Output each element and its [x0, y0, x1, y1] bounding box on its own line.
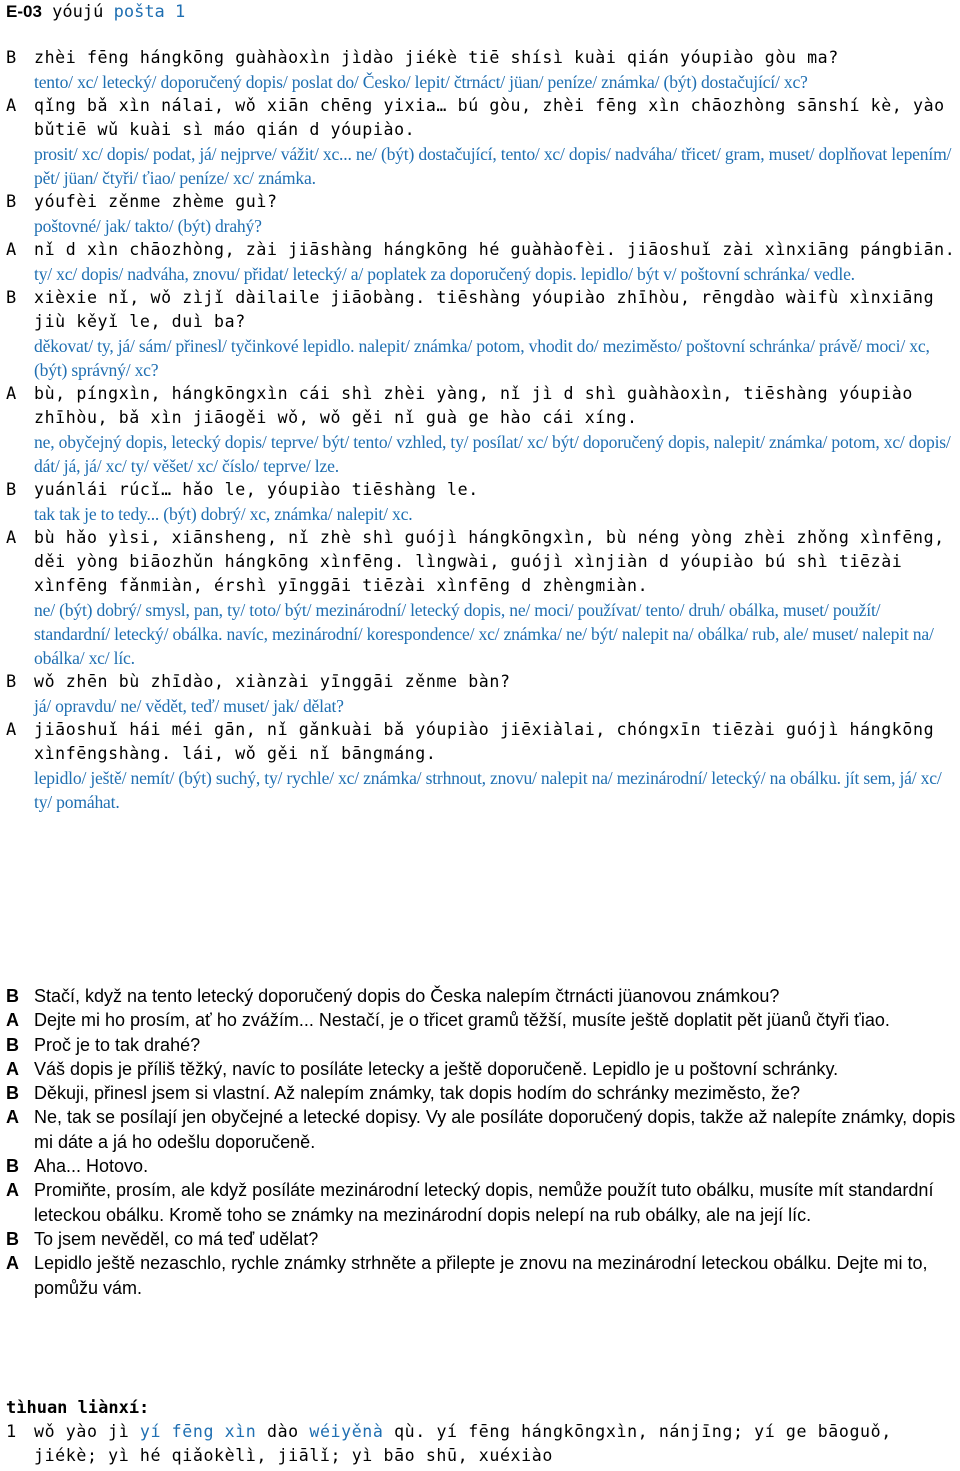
translation-line — [6, 1057, 960, 1081]
translation-line — [6, 1178, 960, 1227]
speaker-label: A — [6, 1058, 19, 1079]
exercise-text-part: qù. yí fēng hángkōngxìn, nánjīng; yí ge bāoguǒ, jiékè; yì hé qiǎokèlì, jiālǐ; yì bāo shū, xuéxiào — [34, 1422, 892, 1465]
czech-gloss: lepidlo/ ještě/ nemít/ (být) suchý, ty/ rychle/ xc/ známka/ strhnout, znovu/ nalepit na/ mezinárodní/ letecký/ na obálku. jít sem, já/ xc/ ty/ pomáhat. — [34, 768, 942, 812]
speaker-label: B — [6, 672, 17, 692]
pinyin-text: bù, píngxìn, hángkōngxìn cái shì zhèi yàng, nǐ jì d shì guàhàoxìn, tiēshàng yóupiào zhīhòu, bǎ xìn jiāogěi wǒ, wǒ gěi nǐ guà ge hào cái xíng. — [34, 384, 924, 427]
pinyin-text: wǒ zhēn bù zhīdào, xiànzài yīnggāi zěnme bàn? — [34, 672, 511, 691]
exercise-substitution-slot: wéiyěnà — [309, 1422, 384, 1441]
dialogue-line — [6, 46, 960, 94]
translation-line — [6, 1033, 960, 1057]
dialogue-line — [6, 382, 960, 478]
dialogue-line — [6, 526, 960, 670]
exercise-item — [6, 1420, 960, 1468]
pinyin-text: zhèi fēng hángkōng guàhàoxìn jìdào jiékè tiē shísì kuài qián yóupiào gòu ma? — [34, 48, 839, 67]
speaker-label: B — [6, 288, 17, 308]
exercise-title: tìhuan liànxí: — [6, 1398, 150, 1418]
translation-text: Aha... Hotovo. — [34, 1156, 149, 1177]
translation-text: Lepidlo ještě nezaschlo, rychle známky strhněte a přilepte je znovu na mezinárodní leteckou obálku. Dejte mi to, pomůžu vám. — [34, 1253, 928, 1298]
dialogue-line — [6, 718, 960, 814]
translation-text: Ne, tak se posílají jen obyčejné a letecké dopisy. Vy ale posíláte doporučený dopis, takže až nalepíte známky, dopis mi dáte a já ho odešlu doporučeně. — [34, 1107, 956, 1152]
speaker-label: B — [6, 1083, 19, 1104]
czech-gloss: poštovné/ jak/ takto/ (být) drahý? — [34, 216, 262, 236]
translation-text: Promiňte, prosím, ale když posíláte mezinárodní letecký dopis, nemůže použít tuto obálku, musíte mít standardní leteckou obálku. Kromě toho se známky na mezinárodní dopis nelepí na rub obálky, ale na její líc. — [34, 1180, 934, 1225]
translation-line — [6, 1251, 960, 1300]
speaker-label: B — [6, 480, 17, 500]
speaker-label: A — [6, 96, 17, 116]
exercise-text-part: dào — [256, 1422, 310, 1441]
translation-line — [6, 1227, 960, 1251]
speaker-label: A — [6, 1010, 19, 1031]
speaker-label: B — [6, 986, 19, 1006]
speaker-label: B — [6, 48, 17, 68]
translation-text: Děkuji, přinesl jsem si vlastní. Až nalepím známky, tak dopis hodím do schránky meziměsto, že? — [34, 1083, 800, 1104]
speaker-label: A — [6, 1253, 19, 1274]
dialogue-line — [6, 478, 960, 526]
dialogue-line — [6, 286, 960, 382]
translation-text: Proč je to tak drahé? — [34, 1034, 201, 1055]
translation-line — [6, 984, 960, 1008]
translation-line — [6, 1008, 960, 1032]
speaker-label: A — [6, 384, 17, 404]
translation-text: To jsem nevěděl, co má teď udělat? — [34, 1228, 319, 1249]
translation-line — [6, 1154, 960, 1178]
pinyin-text: xièxie nǐ, wǒ zìjǐ dàilaile jiāobàng. tiēshàng yóupiào zhīhòu, rēngdào wàifù xìnxiāng jiù kěyǐ le, duì ba? — [34, 288, 945, 331]
pinyin-text: jiāoshuǐ hái méi gān, nǐ gǎnkuài bǎ yóupiào jiēxiàlai, chóngxīn tiēzài guójì hángkōng xìnfēngshàng. lái, wǒ gěi nǐ bāngmáng. — [34, 720, 945, 763]
czech-gloss: děkovat/ ty, já/ sám/ přinesl/ tyčinkové lepidlo. nalepit/ známka/ potom, vhodit do/ meziměsto/ poštovní schránka/ právě/ moci/ xc, (být) správný/ xc? — [34, 336, 930, 380]
pinyin-text: qǐng bǎ xìn nálai, wǒ xiān chēng yixia… bú gòu, zhèi fēng xìn chāozhòng sānshí kè, yào bǔtiē wǔ kuài sì máo qián d yóupiào. — [34, 96, 956, 139]
speaker-label: B — [6, 1228, 19, 1249]
exercise-substitution-slot: yí fēng xìn — [139, 1422, 257, 1441]
lesson-title-czech: pošta 1 — [113, 2, 186, 22]
pinyin-text: yuánlái rúcǐ… hǎo le, yóupiào tiēshàng le. — [34, 480, 479, 499]
czech-gloss: tak tak je to tedy... (být) dobrý/ xc, známka/ nalepit/ xc. — [34, 504, 413, 524]
dialogue-line — [6, 238, 960, 286]
pinyin-text: yóufèi zěnme zhème guì? — [34, 192, 278, 211]
speaker-label: B — [6, 192, 17, 212]
czech-gloss: já/ opravdu/ ne/ vědět, teď/ muset/ jak/ dělat? — [34, 696, 344, 716]
czech-gloss: ne, obyčejný dopis, letecký dopis/ teprve/ být/ tento/ vzhled, ty/ posílat/ xc/ být/ doporučený dopis, nalepit/ známka/ potom, xc/ dopis/ dát/ já, já/ xc/ ty/ věšet/ xc/ číslo/ teprve/ lze. — [34, 432, 951, 476]
exercise-text — [34, 1420, 960, 1468]
lesson-title — [6, 2, 185, 22]
czech-gloss: prosit/ xc/ dopis/ podat, já/ nejprve/ vážit/ xc... ne/ (být) dostačující, tento/ xc/ dopis/ nadváha/ třicet/ gram, muset/ doplňovat lepením/ pět/ jüan/ čtyři/ ťiao/ peníze/ xc/ známka. — [34, 144, 952, 188]
czech-translation — [6, 984, 960, 1300]
speaker-label: A — [6, 528, 17, 548]
dialogue-line — [6, 190, 960, 238]
speaker-label: A — [6, 1107, 19, 1128]
lesson-title-pinyin: yóujú — [52, 2, 104, 22]
speaker-label: A — [6, 720, 17, 740]
czech-gloss: ty/ xc/ dopis/ nadváha, znovu/ přidat/ letecký/ a/ poplatek za doporučený dopis. lepidlo/ být v/ poštovní schránka/ vedle. — [34, 264, 855, 284]
translation-text: Stačí, když na tento letecký doporučený dopis do Česka nalepím čtrnácti jüanovou známkou? — [34, 986, 780, 1006]
pinyin-text: nǐ d xìn chāozhòng, zài jiāshàng hángkōng hé guàhàofèi. jiāoshuǐ zài xìnxiāng pángbiān. — [34, 240, 956, 259]
czech-gloss: ne/ (být) dobrý/ smysl, pan, ty/ toto/ být/ mezinárodní/ letecký dopis, ne/ moci/ používat/ tento/ druh/ obálka, muset/ použít/ standardní/ letecký/ obálka. navíc, mezinárodní/ korespondence/ xc/ známka/ ne/ být/ nalepit na/ obálka/ rub, ale/ muset/ nalepit na/ obálka/ xc/ líc. — [34, 600, 934, 668]
translation-text: Dejte mi ho prosím, ať ho zvážím... Nestačí, je o třicet gramů těžší, musíte ještě doplatit pět jüanů čtyři ťiao. — [34, 1010, 890, 1031]
speaker-label: A — [6, 240, 17, 260]
exercise-number: 1 — [6, 1422, 17, 1442]
exercise-text-part: wǒ yào jì — [34, 1422, 140, 1441]
speaker-label: B — [6, 1034, 19, 1055]
lesson-code: E-03 — [6, 2, 42, 21]
pinyin-dialogue — [6, 46, 960, 814]
substitution-exercise — [6, 1396, 960, 1468]
speaker-label: B — [6, 1156, 19, 1177]
pinyin-text: bù hǎo yìsi, xiānsheng, nǐ zhè shì guójì hángkōngxìn, bù néng yòng zhèi zhǒng xìnfēng, děi yòng biāozhǔn hángkōng xìnfēng. lìngwài, guójì xìnjiàn d yóupiào bú shì tiēzài xìnfēng fǎnmiàn, érshì yīnggāi tiēzài xìnfēng d zhèngmiàn. — [34, 528, 956, 595]
czech-gloss: tento/ xc/ letecký/ doporučený dopis/ poslat do/ Česko/ lepit/ čtrnáct/ jüan/ peníze/ známka/ (být) dostačující/ xc? — [34, 72, 808, 92]
dialogue-line — [6, 670, 960, 718]
speaker-label: A — [6, 1180, 19, 1201]
translation-line — [6, 1105, 960, 1154]
translation-text: Váš dopis je příliš těžký, navíc to posíláte letecky a ještě doporučeně. Lepidlo je u poštovní schránky. — [34, 1058, 839, 1079]
dialogue-line — [6, 94, 960, 190]
translation-line — [6, 1081, 960, 1105]
